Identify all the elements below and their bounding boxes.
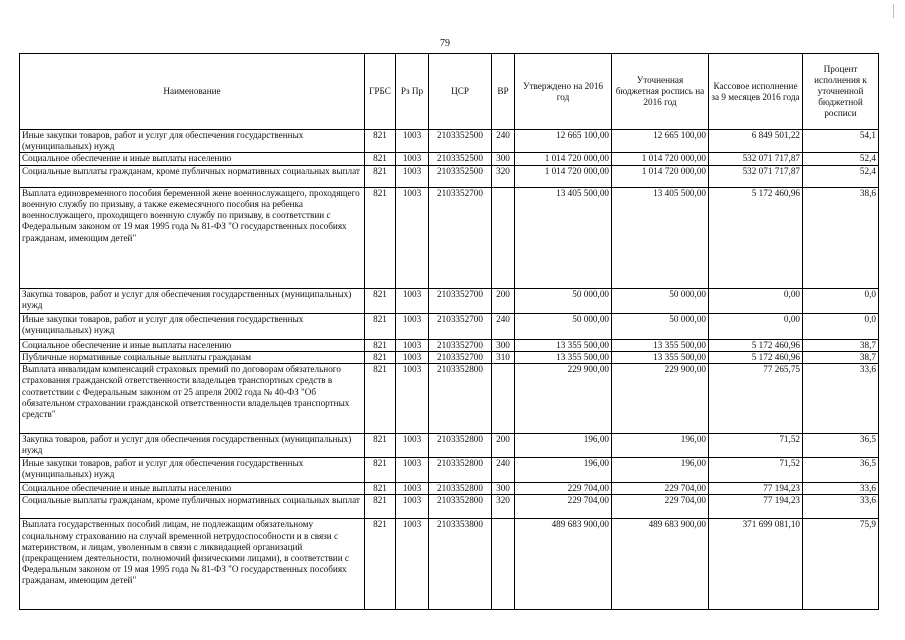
cell-grbs: 821 <box>365 458 396 483</box>
cell-approved: 13 355 500,00 <box>515 351 612 363</box>
cell-name: Социальное обеспечение и иные выплаты населению <box>20 483 365 495</box>
cell-vr: 300 <box>492 153 515 165</box>
header-cash: Кассовое исполнение за 9 месяцев 2016 года <box>709 54 803 130</box>
header-grbs: ГРБС <box>365 54 396 130</box>
cell-updated: 13 355 500,00 <box>612 351 709 363</box>
cell-name: Иные закупки товаров, работ и услуг для обеспечения государственных (муниципальных) нужд <box>20 130 365 153</box>
cell-rzpr: 1003 <box>396 313 429 339</box>
cell-percent: 0,0 <box>803 288 879 313</box>
cell-updated: 13 355 500,00 <box>612 339 709 351</box>
cell-percent: 52,4 <box>803 153 879 165</box>
cell-csr: 2103352800 <box>429 458 492 483</box>
cell-name: Выплата инвалидам компенсаций страховых премий по договорам обязательного страхования гражданской ответственности владельцев транспортных средств в соответствии с Федеральным законом от 25 апреля 2002 года № 40-ФЗ "Об обязательном страховании гражданской ответственности владельцев транспортных средств" <box>20 364 365 434</box>
table-row <box>20 458 879 483</box>
cell-rzpr: 1003 <box>396 288 429 313</box>
cell-vr: 200 <box>492 434 515 458</box>
cell-percent: 38,7 <box>803 351 879 363</box>
table-row <box>20 339 879 351</box>
cell-cash: 77 194,23 <box>709 483 803 495</box>
cell-approved: 196,00 <box>515 434 612 458</box>
cell-name: Выплата государственных пособий лицам, не подлежащим обязательному социальному страхованию на случай временной нетрудоспособности и в связи с материнством, и лицам, уволенным в связи с ликвидацией организаций (прекращением деятельности, полномочий физическими лицами), в соответствии с Федеральным законом от 19 мая 1995 года № 81-ФЗ "О государственных пособиях гражданам, имеющим детей" <box>20 519 365 610</box>
cell-vr: 240 <box>492 458 515 483</box>
cell-vr <box>492 519 515 610</box>
header-vr: ВР <box>492 54 515 130</box>
cell-csr: 2103352500 <box>429 165 492 187</box>
cell-rzpr: 1003 <box>396 153 429 165</box>
cell-vr: 320 <box>492 495 515 519</box>
header-percent: Процент исполнения к уточненной бюджетной росписи <box>803 54 879 130</box>
table-row <box>20 288 879 313</box>
cell-cash: 5 172 460,96 <box>709 339 803 351</box>
cell-grbs: 821 <box>365 519 396 610</box>
header-name: Наименование <box>20 54 365 130</box>
table-row <box>20 313 879 339</box>
cell-vr <box>492 364 515 434</box>
cell-grbs: 821 <box>365 187 396 288</box>
cell-csr: 2103352500 <box>429 130 492 153</box>
cell-cash: 77 265,75 <box>709 364 803 434</box>
cell-percent: 33,6 <box>803 483 879 495</box>
cell-percent: 33,6 <box>803 495 879 519</box>
cell-vr: 300 <box>492 339 515 351</box>
cell-grbs: 821 <box>365 364 396 434</box>
cell-updated: 13 405 500,00 <box>612 187 709 288</box>
cell-name: Социальные выплаты гражданам, кроме публичных нормативных социальных выплат <box>20 165 365 187</box>
cell-rzpr: 1003 <box>396 165 429 187</box>
cell-cash: 71,52 <box>709 458 803 483</box>
header-updated: Уточненная бюджетная роспись на 2016 год <box>612 54 709 130</box>
cell-approved: 229 704,00 <box>515 483 612 495</box>
cell-grbs: 821 <box>365 288 396 313</box>
cell-csr: 2103353800 <box>429 519 492 610</box>
cell-approved: 50 000,00 <box>515 288 612 313</box>
cell-updated: 50 000,00 <box>612 288 709 313</box>
table-row <box>20 495 879 519</box>
cell-name: Закупка товаров, работ и услуг для обеспечения государственных (муниципальных) нужд <box>20 434 365 458</box>
table-header-row <box>20 54 879 130</box>
cell-csr: 2103352800 <box>429 364 492 434</box>
cell-vr: 200 <box>492 288 515 313</box>
cell-updated: 1 014 720 000,00 <box>612 153 709 165</box>
cell-percent: 38,6 <box>803 187 879 288</box>
cell-approved: 13 405 500,00 <box>515 187 612 288</box>
cell-cash: 77 194,23 <box>709 495 803 519</box>
cell-cash: 371 699 081,10 <box>709 519 803 610</box>
table-row <box>20 165 879 187</box>
table-row <box>20 434 879 458</box>
cell-grbs: 821 <box>365 165 396 187</box>
cell-approved: 489 683 900,00 <box>515 519 612 610</box>
header-csr: ЦСР <box>429 54 492 130</box>
cell-rzpr: 1003 <box>396 351 429 363</box>
cell-percent: 0,0 <box>803 313 879 339</box>
table-row <box>20 351 879 363</box>
cell-rzpr: 1003 <box>396 434 429 458</box>
cell-csr: 2103352500 <box>429 153 492 165</box>
cell-rzpr: 1003 <box>396 130 429 153</box>
cell-vr: 240 <box>492 130 515 153</box>
cell-rzpr: 1003 <box>396 364 429 434</box>
table-body <box>20 130 879 610</box>
cell-cash: 71,52 <box>709 434 803 458</box>
cell-csr: 2103352700 <box>429 339 492 351</box>
cell-csr: 2103352700 <box>429 288 492 313</box>
cell-approved: 50 000,00 <box>515 313 612 339</box>
table-row <box>20 187 879 288</box>
cell-cash: 6 849 501,22 <box>709 130 803 153</box>
cell-vr: 240 <box>492 313 515 339</box>
cell-approved: 1 014 720 000,00 <box>515 153 612 165</box>
cell-cash: 5 172 460,96 <box>709 351 803 363</box>
table-row <box>20 153 879 165</box>
cell-grbs: 821 <box>365 153 396 165</box>
cell-name: Закупка товаров, работ и услуг для обеспечения государственных (муниципальных) нужд <box>20 288 365 313</box>
cell-approved: 196,00 <box>515 458 612 483</box>
cell-csr: 2103352800 <box>429 483 492 495</box>
cell-approved: 1 014 720 000,00 <box>515 165 612 187</box>
cell-percent: 33,6 <box>803 364 879 434</box>
cell-updated: 229 704,00 <box>612 495 709 519</box>
cell-updated: 489 683 900,00 <box>612 519 709 610</box>
header-approved: Утверждено на 2016 год <box>515 54 612 130</box>
cell-grbs: 821 <box>365 351 396 363</box>
cell-csr: 2103352700 <box>429 313 492 339</box>
cell-approved: 13 355 500,00 <box>515 339 612 351</box>
cell-csr: 2103352700 <box>429 187 492 288</box>
cell-csr: 2103352800 <box>429 434 492 458</box>
cell-percent: 38,7 <box>803 339 879 351</box>
cell-rzpr: 1003 <box>396 339 429 351</box>
cell-name: Иные закупки товаров, работ и услуг для обеспечения государственных (муниципальных) нужд <box>20 313 365 339</box>
cell-vr: 300 <box>492 483 515 495</box>
cell-cash: 532 071 717,87 <box>709 165 803 187</box>
cell-updated: 50 000,00 <box>612 313 709 339</box>
table-row <box>20 364 879 434</box>
cell-rzpr: 1003 <box>396 483 429 495</box>
cell-vr <box>492 187 515 288</box>
cell-name: Социальное обеспечение и иные выплаты населению <box>20 339 365 351</box>
cell-cash: 0,00 <box>709 288 803 313</box>
cell-approved: 12 665 100,00 <box>515 130 612 153</box>
table-row <box>20 483 879 495</box>
scan-edge-mark <box>893 4 894 18</box>
cell-cash: 532 071 717,87 <box>709 153 803 165</box>
page-number: 79 <box>440 38 450 49</box>
cell-grbs: 821 <box>365 483 396 495</box>
cell-rzpr: 1003 <box>396 519 429 610</box>
cell-vr: 320 <box>492 165 515 187</box>
table-row <box>20 519 879 610</box>
header-rzpr: Рз Пр <box>396 54 429 130</box>
cell-percent: 52,4 <box>803 165 879 187</box>
cell-grbs: 821 <box>365 434 396 458</box>
cell-cash: 0,00 <box>709 313 803 339</box>
cell-updated: 1 014 720 000,00 <box>612 165 709 187</box>
cell-name: Выплата единовременного пособия беременной жене военнослужащего, проходящего военную службу по призыву, а также ежемесячного пособия на ребенка военнослужащего, проходящего военную службу по призыву, в соответствии с Федеральным законом от 19 мая 1995 года № 81-ФЗ "О государственных пособиях гражданам, имеющим детей" <box>20 187 365 288</box>
cell-name: Социальное обеспечение и иные выплаты населению <box>20 153 365 165</box>
cell-rzpr: 1003 <box>396 495 429 519</box>
cell-updated: 196,00 <box>612 458 709 483</box>
cell-grbs: 821 <box>365 339 396 351</box>
cell-grbs: 821 <box>365 313 396 339</box>
cell-approved: 229 900,00 <box>515 364 612 434</box>
cell-rzpr: 1003 <box>396 187 429 288</box>
cell-percent: 36,5 <box>803 434 879 458</box>
cell-cash: 5 172 460,96 <box>709 187 803 288</box>
cell-updated: 12 665 100,00 <box>612 130 709 153</box>
cell-vr: 310 <box>492 351 515 363</box>
cell-percent: 54,1 <box>803 130 879 153</box>
cell-csr: 2103352700 <box>429 351 492 363</box>
table-row <box>20 130 879 153</box>
cell-updated: 229 900,00 <box>612 364 709 434</box>
cell-name: Социальные выплаты гражданам, кроме публичных нормативных социальных выплат <box>20 495 365 519</box>
cell-percent: 36,5 <box>803 458 879 483</box>
cell-name: Публичные нормативные социальные выплаты гражданам <box>20 351 365 363</box>
cell-approved: 229 704,00 <box>515 495 612 519</box>
cell-grbs: 821 <box>365 495 396 519</box>
cell-rzpr: 1003 <box>396 458 429 483</box>
budget-table <box>19 53 879 610</box>
cell-updated: 229 704,00 <box>612 483 709 495</box>
cell-grbs: 821 <box>365 130 396 153</box>
cell-name: Иные закупки товаров, работ и услуг для обеспечения государственных (муниципальных) нужд <box>20 458 365 483</box>
cell-csr: 2103352800 <box>429 495 492 519</box>
cell-percent: 75,9 <box>803 519 879 610</box>
cell-updated: 196,00 <box>612 434 709 458</box>
